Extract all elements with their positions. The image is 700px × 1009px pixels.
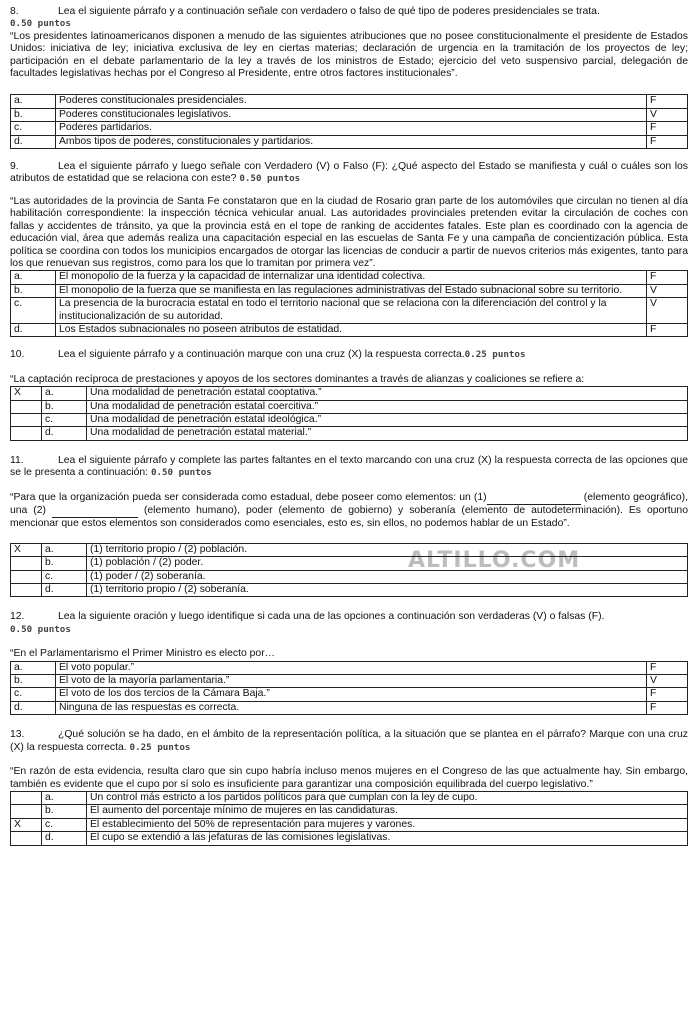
option-text: (1) territorio propio / (2) soberanía.: [87, 584, 688, 597]
option-text: El monopolio de la fuerza que se manifiesta en las regulaciones administrativas del Estado subnacional sobre su territorio.: [56, 284, 647, 297]
watermark: ALTILLO.COM: [408, 548, 581, 573]
passage-part: (elemento humano), poder (elemento de gobierno) y soberanía (elemento de autodeterminación). Es oportuno mencionar que estos elementos son considerados como esenciales, esto es, sin ellos, no podemos hablar de un Estado”.: [10, 505, 688, 530]
option-text: El aumento del porcentaje mínimo de mujeres en las candidaturas.: [87, 805, 688, 818]
option-row: [11, 298, 688, 324]
question-11: [10, 455, 688, 598]
option-text: El voto de la mayoría parlamentaria.”: [56, 675, 647, 688]
passage-part: “Para que la organización pueda ser considerada como estadual, debe poseer como elementos: un (1): [10, 491, 487, 503]
option-row: [11, 387, 688, 400]
option-letter: c.: [11, 298, 56, 324]
option-text: (1) poder / (2) soberanía.: [87, 570, 688, 583]
question-13-options-table: [10, 791, 688, 846]
option-row: [11, 675, 688, 688]
question-13: [10, 729, 688, 845]
option-text: Un control más estricto a los partidos políticos para que cumplan con la ley de cupo.: [87, 791, 688, 804]
true-false-answer[interactable]: F: [647, 135, 688, 148]
option-row: [11, 400, 688, 413]
question-points: 0.50 puntos: [239, 173, 301, 185]
option-row: [11, 323, 688, 336]
question-9-header: [10, 161, 688, 186]
option-row: [11, 271, 688, 284]
true-false-answer[interactable]: F: [647, 95, 688, 108]
option-text: El voto popular.”: [56, 661, 647, 674]
true-false-answer[interactable]: F: [647, 323, 688, 336]
option-letter: b.: [11, 284, 56, 297]
option-text: La presencia de la burocracia estatal en todo el territorio nacional que se relaciona con la diferenciación del control y la institucionalización de su autoridad.: [56, 298, 647, 324]
answer-mark-cell[interactable]: [11, 400, 42, 413]
answer-mark-cell[interactable]: [11, 427, 42, 440]
option-letter: d.: [42, 832, 87, 845]
question-number: 11.: [10, 454, 24, 466]
option-letter: d.: [42, 427, 87, 440]
question-13-passage: “En razón de esta evidencia, resulta claro que sin cupo habría incluso menos mujeres en el Congreso de las que actualmente hay. Sin embargo, también es evidente que el cupo por sí solo es insuficiente para garantizar una composición equilibrada del cuerpo legislativo.”: [10, 766, 688, 790]
option-letter: b.: [42, 400, 87, 413]
option-letter: b.: [11, 675, 56, 688]
option-letter: c.: [42, 570, 87, 583]
question-8-header: [10, 6, 688, 31]
option-letter: b.: [11, 108, 56, 121]
question-9-options-table: [10, 270, 688, 337]
option-row: [11, 108, 688, 121]
option-row: [11, 413, 688, 426]
option-letter: a.: [42, 543, 87, 556]
true-false-answer[interactable]: F: [647, 271, 688, 284]
question-10-passage: “La captación recíproca de prestaciones y apoyos de los sectores dominantes a través de alianzas y coaliciones se refiere a:: [10, 373, 585, 385]
question-8: [10, 6, 688, 149]
question-12-options-table: [10, 661, 688, 716]
question-text: Lea la siguiente oración y luego identifique si cada una de las opciones a continuación son verdaderas (V) o falsas (F).: [58, 611, 605, 623]
question-number: 9.: [10, 161, 19, 173]
true-false-answer[interactable]: V: [647, 675, 688, 688]
option-letter: d.: [11, 323, 56, 336]
answer-mark-cell[interactable]: [11, 584, 42, 597]
option-row: [11, 427, 688, 440]
answer-mark-cell[interactable]: X: [11, 543, 42, 556]
option-letter: c.: [11, 688, 56, 701]
option-row: [11, 791, 688, 804]
true-false-answer[interactable]: F: [647, 688, 688, 701]
option-letter: b.: [42, 557, 87, 570]
answer-mark-cell[interactable]: [11, 832, 42, 845]
true-false-answer[interactable]: F: [647, 701, 688, 714]
passage-part: (elemento geográfico), una (2): [10, 491, 688, 516]
option-letter: d.: [11, 135, 56, 148]
question-10-header: [10, 349, 688, 361]
question-9: [10, 161, 688, 337]
question-points: 0.25 puntos: [129, 741, 191, 753]
option-row: [11, 701, 688, 714]
option-row: [11, 818, 688, 831]
question-number: 8.: [10, 6, 19, 17]
option-text: (1) población / (2) poder.: [87, 557, 688, 570]
question-points: 0.25 puntos: [464, 349, 526, 361]
option-text: Poderes partidarios.: [56, 122, 647, 135]
option-letter: c.: [42, 413, 87, 426]
question-text: Lea el siguiente párrafo y complete las partes faltantes en el texto marcando con una cruz (X) la respuesta correcta de las opciones que se le presenta a continuación:: [10, 454, 688, 479]
option-row: [11, 135, 688, 148]
question-number: 10.: [10, 349, 25, 361]
question-number: 13.: [10, 729, 25, 741]
answer-mark-cell[interactable]: [11, 557, 42, 570]
option-letter: d.: [11, 701, 56, 714]
true-false-answer[interactable]: V: [647, 108, 688, 121]
answer-mark-cell[interactable]: X: [11, 387, 42, 400]
option-text: Una modalidad de penetración estatal material.”: [87, 427, 688, 440]
question-points: 0.50 puntos: [150, 467, 212, 479]
option-row: [11, 832, 688, 845]
option-letter: c.: [11, 122, 56, 135]
answer-mark-cell[interactable]: [11, 413, 42, 426]
question-11-header: [10, 455, 688, 480]
option-row: [11, 122, 688, 135]
option-row: [11, 95, 688, 108]
exam-page: [10, 6, 688, 846]
option-text: El establecimiento del 50% de representación para mujeres y varones.: [87, 818, 688, 831]
question-12-header: [10, 611, 688, 636]
question-points: 0.50 puntos: [10, 18, 71, 30]
option-letter: c.: [42, 818, 87, 831]
option-row: [11, 543, 688, 556]
answer-mark-cell[interactable]: [11, 570, 42, 583]
question-12-passage: “En el Parlamentarismo el Primer Ministro es electo por…: [10, 648, 276, 660]
option-text: Poderes constitucionales legislativos.: [56, 108, 647, 121]
option-letter: a.: [42, 791, 87, 804]
question-10-options-table: [10, 386, 688, 441]
blank-1: [487, 492, 581, 505]
option-text: Poderes constitucionales presidenciales.: [56, 95, 647, 108]
question-12: [10, 611, 688, 715]
option-text: Ninguna de las respuestas es correcta.: [56, 701, 647, 714]
option-text: Una modalidad de penetración estatal coercitiva.”: [87, 400, 688, 413]
question-11-passage: [10, 492, 688, 531]
option-row: [11, 284, 688, 297]
true-false-answer[interactable]: V: [647, 298, 688, 324]
option-letter: b.: [42, 805, 87, 818]
option-text: (1) territorio propio / (2) población.: [87, 543, 688, 556]
question-number: 12.: [10, 611, 25, 623]
blank-2: [52, 505, 138, 518]
option-row: [11, 688, 688, 701]
option-row: [11, 557, 688, 570]
true-false-answer[interactable]: F: [647, 661, 688, 674]
option-letter: d.: [42, 584, 87, 597]
question-8-passage: “Los presidentes latinoamericanos disponen a menudo de las siguientes atribuciones que no posee constitucionalmente el presidente de Estados Unidos: iniciativa de ley; iniciativa exclusiva de ley en ciertas materias; declaración de urgencia en la tramitación de los proyectos de ley; participación en el debate parlamentario de la ley a través de los ministros de Estado; ejercicio del veto suspensivo parcial, delegación de facultades legislativas hechas por el Congreso al Presidente, entre otros factores institucionales”.: [10, 30, 688, 80]
question-points: 0.50 puntos: [10, 623, 71, 635]
true-false-answer[interactable]: V: [647, 284, 688, 297]
option-text: Los Estados subnacionales no poseen atributos de estatidad.: [56, 323, 647, 336]
question-text: ¿Qué solución se ha dado, en el ámbito de la representación política, a la situación que se plantea en el párrafo? Marque con una cruz (X) la respuesta correcta.: [10, 729, 688, 753]
question-text: Lea el siguiente párrafo y a continuación marque con una cruz (X) la respuesta correcta.: [58, 349, 465, 361]
question-11-options-table: [10, 543, 688, 598]
option-letter: a.: [11, 271, 56, 284]
option-text: Ambos tipos de poderes, constitucionales y partidarios.: [56, 135, 647, 148]
answer-mark-cell[interactable]: [11, 791, 42, 804]
option-text: Una modalidad de penetración estatal ideológica.”: [87, 413, 688, 426]
option-letter: a.: [11, 661, 56, 674]
answer-mark-cell[interactable]: [11, 805, 42, 818]
answer-mark-cell[interactable]: X: [11, 818, 42, 831]
question-text: Lea el siguiente párrafo y a continuación señale con verdadero o falso de qué tipo de poderes presidenciales se trata.: [58, 6, 600, 17]
option-text: El monopolio de la fuerza y la capacidad de internalizar una identidad colectiva.: [56, 271, 647, 284]
option-row: [11, 661, 688, 674]
option-row: [11, 570, 688, 583]
option-letter: a.: [42, 387, 87, 400]
option-row: [11, 805, 688, 818]
option-text: El voto de los dos tercios de la Cámara Baja.”: [56, 688, 647, 701]
question-text: Lea el siguiente párrafo y luego señale con Verdadero (V) o Falso (F): ¿Qué aspecto del Estado se manifiesta y cuál o cuáles son los atributos de estatidad que se relaciona con este?: [10, 161, 688, 185]
option-text: El cupo se extendió a las jefaturas de las comisiones legislativas.: [87, 832, 688, 845]
question-10: [10, 349, 688, 440]
true-false-answer[interactable]: F: [647, 122, 688, 135]
question-8-options-table: [10, 94, 688, 149]
question-13-header: [10, 729, 688, 754]
question-9-passage: “Las autoridades de la provincia de Santa Fe constataron que en la ciudad de Rosario gran parte de los automóviles que circulan no tienen al día habilitación correspondiente: la inspección técnica vehicular anual. Las autoridades provinciales pretenden evitar la circulación de coches con fallas y accidentes de tránsito, ya que la provincia está en el tope de ranking de accidentes fatales. Este plan es coordinado con la agencia de educación vial, área que además realiza una capacitación especial en las escuelas de Santa Fe y una campaña de concientización pública. Esta política se coordina con todos los municipios encargados de otorgar las licencias de conducir a partir de nuevos criterios más exigentes, tanto para los que renuevan sus registros, como para los que lo tramitan por primera vez”.: [10, 195, 688, 269]
option-text: Una modalidad de penetración estatal cooptativa.”: [87, 387, 688, 400]
option-letter: a.: [11, 95, 56, 108]
option-row: [11, 584, 688, 597]
